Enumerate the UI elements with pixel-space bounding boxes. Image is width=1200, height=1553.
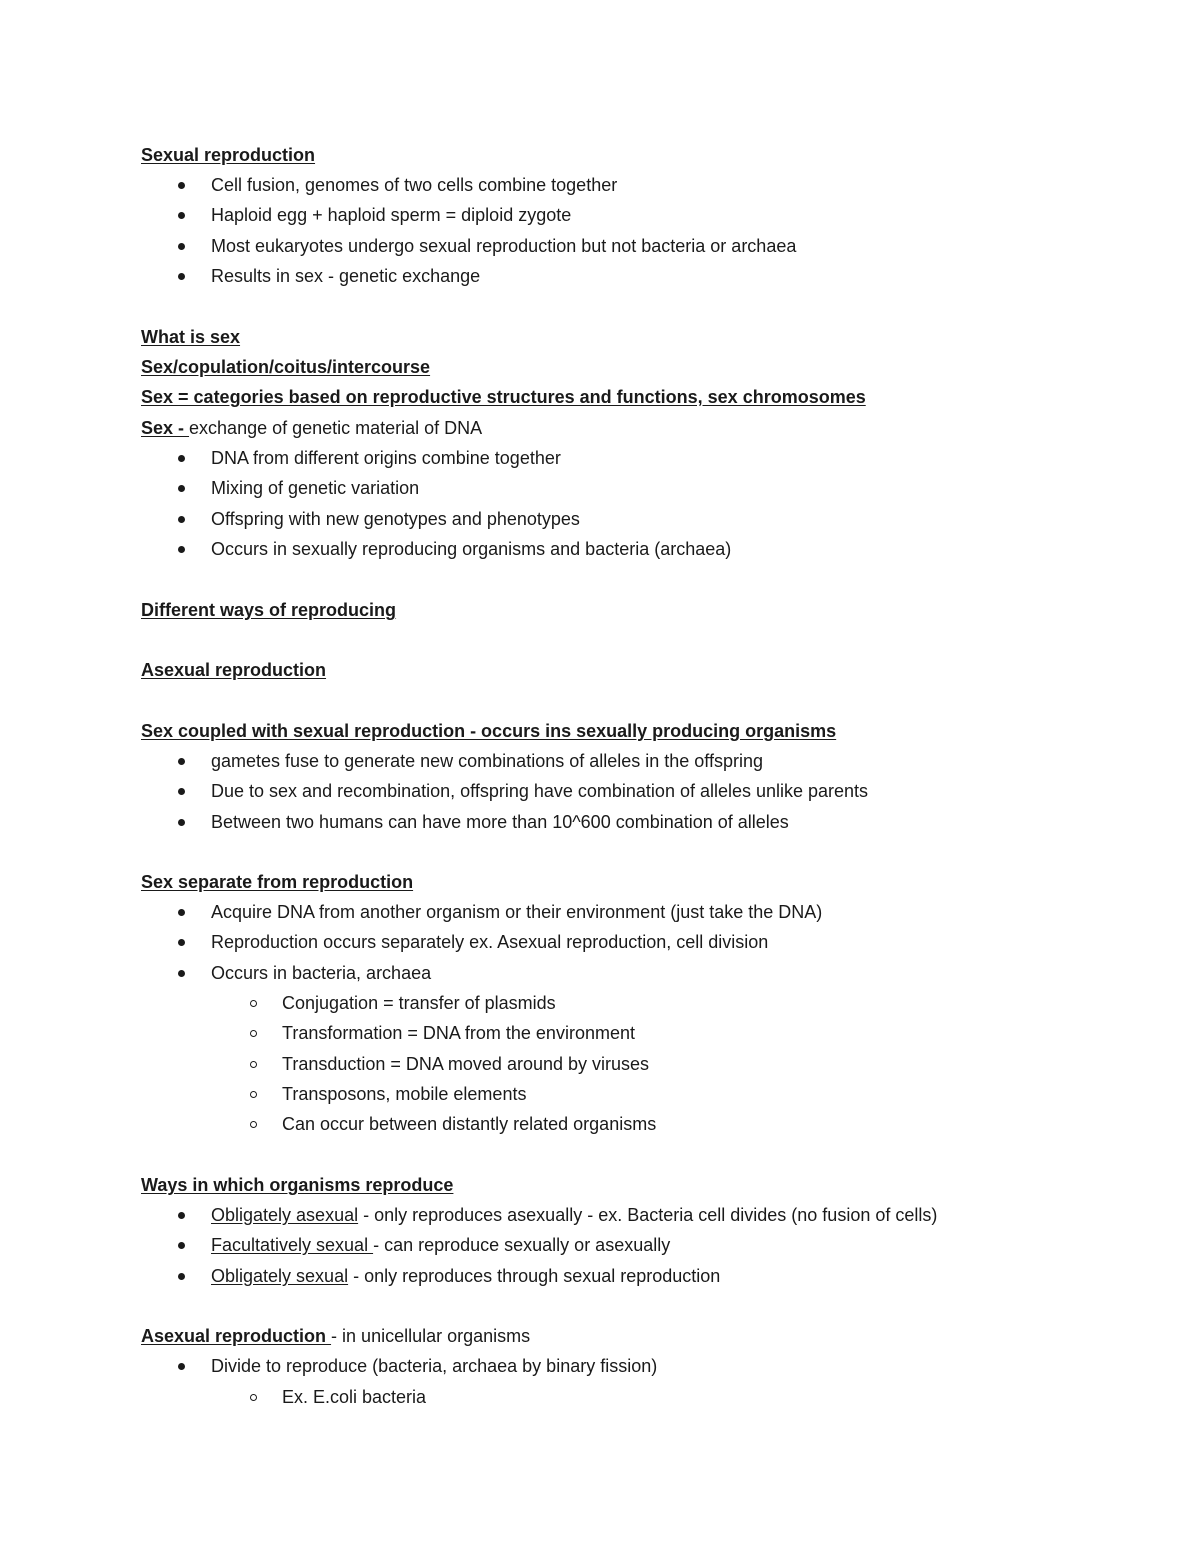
definition-line: [141, 416, 482, 440]
heading-description: - in unicellular organisms: [331, 1326, 531, 1346]
section-heading-sex-coupled: Sex coupled with sexual reproduction - occurs ins sexually producing organisms: [141, 721, 837, 741]
term-description: - can reproduce sexually or asexually: [373, 1235, 671, 1255]
term: Facultatively sexual: [211, 1235, 374, 1255]
bullet-icon: [178, 212, 185, 219]
section-subheading: Sex/copulation/coitus/intercourse: [141, 357, 431, 377]
bullet-icon: [178, 516, 185, 523]
section-heading-asexual-reproduction: Asexual reproduction: [141, 660, 327, 680]
list-item: Most eukaryotes undergo sexual reproduction but not bacteria or archaea: [211, 236, 797, 256]
bullet-icon: [178, 1212, 185, 1219]
bullet-icon: [178, 1273, 185, 1280]
bullet-icon: [178, 182, 185, 189]
list-item: gametes fuse to generate new combinations of alleles in the offspring: [211, 751, 764, 771]
section-heading-sex-separate: Sex separate from reproduction: [141, 872, 414, 892]
sub-list-item: Conjugation = transfer of plasmids: [282, 993, 556, 1013]
heading-term: Asexual reproduction: [141, 1326, 332, 1346]
term-description: - only reproduces asexually - ex. Bacteria cell divides (no fusion of cells): [358, 1205, 938, 1225]
bullet-icon: [178, 909, 185, 916]
list-item: Between two humans can have more than 10^600 combination of alleles: [211, 812, 789, 832]
list-item: Cell fusion, genomes of two cells combine together: [211, 175, 618, 195]
bullet-icon: [178, 1363, 185, 1370]
hollow-bullet-icon: [250, 1121, 257, 1128]
list-item: Due to sex and recombination, offspring have combination of alleles unlike parents: [211, 781, 869, 801]
sub-list-item: Can occur between distantly related organisms: [282, 1114, 657, 1134]
hollow-bullet-icon: [250, 1030, 257, 1037]
bullet-icon: [178, 970, 185, 977]
section-subheading: Sex = categories based on reproductive structures and functions, sex chromosomes: [141, 387, 866, 407]
list-item: Acquire DNA from another organism or their environment (just take the DNA): [211, 902, 823, 922]
definition-text: exchange of genetic material of DNA: [189, 418, 483, 438]
sub-list-item: Transposons, mobile elements: [282, 1084, 527, 1104]
sub-list-item: Transformation = DNA from the environment: [282, 1023, 635, 1043]
bullet-icon: [178, 1242, 185, 1249]
list-item: [211, 1203, 937, 1227]
bullet-icon: [178, 273, 185, 280]
list-item: Offspring with new genotypes and phenotypes: [211, 509, 580, 529]
list-item: [211, 1264, 720, 1288]
list-item: Occurs in bacteria, archaea: [211, 963, 432, 983]
list-item: Reproduction occurs separately ex. Asexual reproduction, cell division: [211, 932, 769, 952]
list-item: [211, 1233, 670, 1257]
bullet-icon: [178, 788, 185, 795]
hollow-bullet-icon: [250, 1061, 257, 1068]
list-item: Divide to reproduce (bacteria, archaea by binary fission): [211, 1356, 658, 1376]
hollow-bullet-icon: [250, 1000, 257, 1007]
list-item: Haploid egg + haploid sperm = diploid zygote: [211, 205, 572, 225]
bullet-icon: [178, 939, 185, 946]
bullet-icon: [178, 546, 185, 553]
list-item: Results in sex - genetic exchange: [211, 266, 481, 286]
hollow-bullet-icon: [250, 1091, 257, 1098]
bullet-icon: [178, 455, 185, 462]
section-heading-ways-organisms-reproduce: Ways in which organisms reproduce: [141, 1175, 454, 1195]
hollow-bullet-icon: [250, 1394, 257, 1401]
term-description: - only reproduces through sexual reproduction: [348, 1266, 721, 1286]
sub-list-item: Ex. E.coli bacteria: [282, 1387, 427, 1407]
section-heading-different-ways: Different ways of reproducing: [141, 600, 397, 620]
section-heading-sexual-reproduction: Sexual reproduction: [141, 145, 316, 165]
section-heading-what-is-sex: What is sex: [141, 327, 241, 347]
term: Obligately asexual: [211, 1205, 359, 1225]
term: Obligately sexual: [211, 1266, 349, 1286]
bullet-icon: [178, 485, 185, 492]
bullet-icon: [178, 819, 185, 826]
bullet-icon: [178, 758, 185, 765]
bullet-icon: [178, 243, 185, 250]
list-item: DNA from different origins combine together: [211, 448, 561, 468]
list-item: Mixing of genetic variation: [211, 478, 420, 498]
sub-list-item: Transduction = DNA moved around by viruses: [282, 1054, 650, 1074]
definition-term: Sex -: [141, 418, 190, 438]
list-item: Occurs in sexually reproducing organisms and bacteria (archaea): [211, 539, 732, 559]
section-heading-asexual-unicellular: [141, 1324, 530, 1348]
